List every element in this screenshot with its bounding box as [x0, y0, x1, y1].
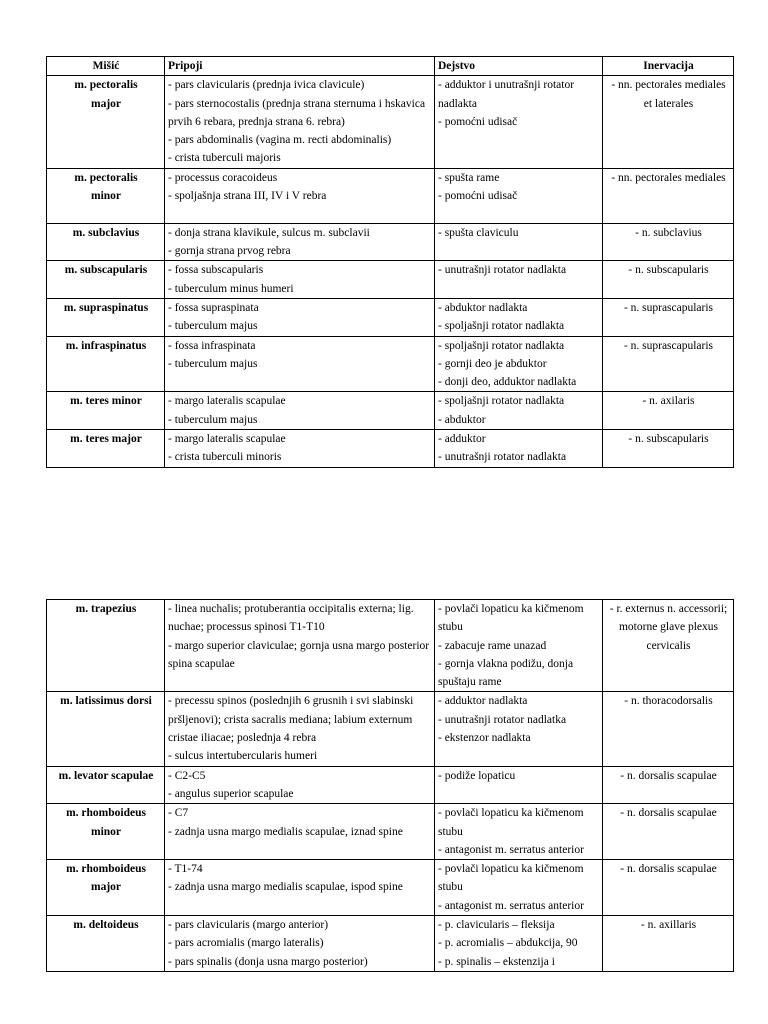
- table-row: [47, 916, 734, 972]
- muscle-name-cell: [47, 692, 165, 766]
- cell-line: - crista tuberculi majoris: [168, 152, 281, 165]
- cell-line: - donja strana klavikule, sulcus m. subclavii: [168, 226, 370, 239]
- table-header-row: [47, 57, 734, 76]
- cell-line: - margo superior claviculae; gornja usna margo posterior spina scapulae: [168, 639, 430, 670]
- attachments-cell: [165, 392, 435, 430]
- cell-line: - tuberculum minus humeri: [168, 282, 294, 295]
- cell-line: - margo lateralis scapulae: [168, 433, 286, 446]
- cell-line: m. pectoralis: [74, 171, 138, 184]
- cell-line: m. teres minor: [70, 395, 142, 408]
- cell-line: - n. axilaris: [642, 395, 695, 408]
- cell-line: - p. acromialis – abdukcija, 90: [438, 937, 578, 950]
- cell-line: m. infraspinatus: [65, 339, 147, 352]
- action-cell: [435, 430, 603, 468]
- attachments-cell: [165, 76, 435, 168]
- cell-line: - povlači lopaticu ka kičmenom stubu: [438, 807, 584, 838]
- action-cell: [435, 600, 603, 692]
- cell-line: - crista tuberculi minoris: [168, 451, 282, 464]
- cell-line: m. teres major: [70, 433, 142, 446]
- attachments-cell: [165, 916, 435, 972]
- muscle-name-cell: [47, 600, 165, 692]
- cell-line: - spušta claviculu: [438, 226, 519, 239]
- attachments-cell: [165, 860, 435, 916]
- muscle-name-cell: [47, 168, 165, 223]
- cell-line: - fossa infraspinata: [168, 339, 256, 352]
- attachments-cell: [165, 223, 435, 261]
- muscle-name-cell: [47, 223, 165, 261]
- table-row: [47, 860, 734, 916]
- cell-line: - gornja vlakna podižu, donja spuštaju rame: [438, 657, 574, 689]
- cell-line: - povlači lopaticu ka kičmenom stubu: [438, 863, 584, 894]
- cell-line: - povlači lopaticu ka kičmenom stubu: [438, 603, 584, 634]
- action-cell: [435, 168, 603, 223]
- cell-line: - tuberculum majus: [168, 320, 258, 333]
- header-pripoji: Pripoji: [165, 57, 435, 76]
- attachments-cell: [165, 261, 435, 299]
- cell-line: - zabacuje rame unazad: [438, 639, 547, 652]
- cell-line: - abduktor nadlakta: [438, 301, 528, 314]
- cell-line: - pomoćni udisač: [438, 190, 518, 203]
- cell-line: m. deltoideus: [73, 919, 139, 932]
- cell-line: - n. suprascapularis: [623, 339, 714, 352]
- innervation-cell: [603, 336, 734, 392]
- header-dejstvo: Dejstvo: [435, 57, 603, 76]
- table-row: [47, 168, 734, 223]
- cell-line: minor: [90, 190, 122, 203]
- cell-line: - sulcus intertubercularis humeri: [168, 750, 318, 763]
- table-row: [47, 76, 734, 168]
- cell-line: - gornji deo je abduktor: [438, 357, 547, 370]
- muscle-name-cell: [47, 766, 165, 804]
- cell-line: m. rhomboideus: [66, 863, 146, 876]
- action-cell: [435, 766, 603, 804]
- innervation-cell: [603, 766, 734, 804]
- table-row: [47, 223, 734, 261]
- cell-line: - abduktor: [438, 413, 486, 426]
- cell-line: - margo lateralis scapulae: [168, 395, 286, 408]
- table-row: [47, 600, 734, 692]
- action-cell: [435, 76, 603, 168]
- cell-line: m. levator scapulae: [58, 769, 154, 782]
- innervation-cell: [603, 392, 734, 430]
- table-row: [47, 430, 734, 468]
- innervation-cell: [603, 223, 734, 261]
- cell-line: major: [90, 97, 121, 110]
- cell-line: m. subclavius: [72, 226, 140, 239]
- cell-line: - spoljašnja strana III, IV i V rebra: [168, 190, 327, 203]
- action-cell: [435, 223, 603, 261]
- cell-line: - n. subscapularis: [628, 264, 709, 277]
- cell-line: m. trapezius: [75, 603, 137, 615]
- cell-line: minor: [90, 825, 122, 838]
- cell-line: m. supraspinatus: [63, 301, 149, 314]
- header-misic: Mišić: [47, 57, 165, 76]
- muscle-name-cell: [47, 298, 165, 336]
- cell-line: - pars clavicularis (margo anterior): [168, 919, 329, 932]
- cell-line: - nn. pectorales mediales et laterales: [611, 79, 726, 110]
- attachments-cell: [165, 600, 435, 692]
- table-1-body: [47, 76, 734, 467]
- cell-line: - spušta rame: [438, 171, 500, 184]
- cell-line: - adduktor: [438, 433, 486, 446]
- cell-line: - zadnja usna margo medialis scapulae, ispod spine: [168, 881, 403, 894]
- muscle-table-2: [46, 599, 734, 972]
- cell-line: - processus coracoideus: [168, 171, 278, 184]
- cell-line: - T1-74: [168, 863, 203, 876]
- muscle-name-cell: [47, 430, 165, 468]
- muscle-table-1: [46, 56, 734, 468]
- cell-line: - antagonist m. serratus anterior: [438, 843, 584, 856]
- cell-line: - C7: [168, 807, 189, 820]
- cell-line: - unutrašnji rotator nadlatka: [438, 713, 567, 726]
- attachments-cell: [165, 692, 435, 766]
- innervation-cell: [603, 298, 734, 336]
- cell-line: - podiže lopaticu: [438, 769, 516, 782]
- action-cell: [435, 336, 603, 392]
- cell-line: - angulus superior scapulae: [168, 787, 294, 800]
- cell-line: - n. subclavius: [635, 226, 702, 239]
- innervation-cell: [603, 261, 734, 299]
- cell-line: - n. dorsalis scapulae: [620, 769, 717, 782]
- table-row: [47, 766, 734, 804]
- innervation-cell: [603, 916, 734, 972]
- cell-line: - pars acromialis (margo lateralis): [168, 937, 324, 950]
- action-cell: [435, 916, 603, 972]
- cell-line: - linea nuchalis; protuberantia occipitalis externa; lig. nuchae; processus spinosi T1-T10: [168, 603, 414, 634]
- cell-line: - nn. pectorales mediales: [611, 171, 726, 184]
- cell-line: m. pectoralis: [74, 79, 138, 92]
- attachments-cell: [165, 336, 435, 392]
- muscle-name-cell: [47, 261, 165, 299]
- muscle-name-cell: [47, 860, 165, 916]
- table-2-body: [47, 600, 734, 972]
- innervation-cell: [603, 430, 734, 468]
- cell-line: - zadnja usna margo medialis scapulae, iznad spine: [168, 825, 403, 838]
- cell-line: - antagonist m. serratus anterior: [438, 899, 584, 912]
- cell-line: - spoljašnji rotator nadlakta: [438, 339, 565, 352]
- cell-line: - pars clavicularis (prednja ivica clavicule): [168, 79, 365, 92]
- table-row: [47, 336, 734, 392]
- cell-line: - ekstenzor nadlakta: [438, 732, 531, 745]
- cell-line: - pars sternocostalis (prednja strana sternuma i hskavica prvih 6 rebara, prednja strana 6. rebra): [168, 97, 426, 128]
- table-row: [47, 261, 734, 299]
- cell-line: - C2-C5: [168, 769, 206, 782]
- cell-line: - unutrašnji rotator nadlakta: [438, 451, 567, 464]
- cell-line: - pomoćni udisač: [438, 115, 518, 128]
- cell-line: - pars spinalis (donja usna margo posterior): [168, 955, 368, 968]
- muscle-name-cell: [47, 76, 165, 168]
- cell-line: m. latissimus dorsi: [60, 695, 152, 708]
- header-inervacija: Inervacija: [603, 57, 734, 76]
- cell-line: - p. spinalis – ekstenzija i: [438, 955, 555, 968]
- action-cell: [435, 392, 603, 430]
- cell-line: - n. dorsalis scapulae: [620, 807, 717, 820]
- cell-line: - precessu spinos (poslednjih 6 grusnih i svi slabinski pršljenovi); crista sacralis mediana; labium externum cristae iliacae; poslednja 4 rebra: [168, 695, 414, 745]
- attachments-cell: [165, 298, 435, 336]
- action-cell: [435, 298, 603, 336]
- muscle-name-cell: [47, 916, 165, 972]
- cell-line: - tuberculum majus: [168, 413, 258, 426]
- cell-line: - donji deo, adduktor nadlakta: [438, 376, 577, 389]
- cell-line: - fossa subscapularis: [168, 264, 264, 277]
- action-cell: [435, 261, 603, 299]
- attachments-cell: [165, 430, 435, 468]
- attachments-cell: [165, 168, 435, 223]
- cell-line: - spoljašnji rotator nadlakta: [438, 395, 565, 408]
- innervation-cell: [603, 76, 734, 168]
- innervation-cell: [603, 168, 734, 223]
- cell-line: - gornja strana prvog rebra: [168, 245, 291, 258]
- cell-line: - tuberculum majus: [168, 357, 258, 370]
- cell-line: - spoljašnji rotator nadlakta: [438, 320, 565, 333]
- cell-line: m. rhomboideus: [66, 807, 146, 820]
- action-cell: [435, 860, 603, 916]
- cell-line: - adduktor nadlakta: [438, 695, 528, 708]
- cell-line: - n. thoracodorsalis: [624, 695, 713, 708]
- innervation-cell: [603, 804, 734, 860]
- cell-line: - n. axillaris: [640, 919, 697, 932]
- attachments-cell: [165, 804, 435, 860]
- cell-line: - adduktor i unutrašnji rotator nadlakta: [438, 79, 575, 110]
- cell-line: - n. dorsalis scapulae: [620, 863, 717, 876]
- table-row: [47, 804, 734, 860]
- cell-line: - p. clavicularis – fleksija: [438, 919, 555, 932]
- table-row: [47, 692, 734, 766]
- table-row: [47, 392, 734, 430]
- cell-line: - n. subscapularis: [628, 433, 709, 446]
- cell-line: m. subscapularis: [64, 264, 148, 277]
- cell-line: - n. suprascapularis: [623, 301, 714, 314]
- muscle-name-cell: [47, 804, 165, 860]
- innervation-cell: [603, 600, 734, 692]
- muscle-name-cell: [47, 336, 165, 392]
- cell-line: major: [90, 881, 121, 894]
- action-cell: [435, 692, 603, 766]
- action-cell: [435, 804, 603, 860]
- muscle-name-cell: [47, 392, 165, 430]
- cell-line: - unutrašnji rotator nadlakta: [438, 264, 567, 277]
- cell-line: - fossa supraspinata: [168, 301, 259, 314]
- innervation-cell: [603, 860, 734, 916]
- table-row: [47, 298, 734, 336]
- cell-line: - pars abdominalis (vagina m. recti abdominalis): [168, 134, 392, 147]
- attachments-cell: [165, 766, 435, 804]
- innervation-cell: [603, 692, 734, 766]
- cell-line: - r. externus n. accessorii; motorne glave plexus cervicalis: [609, 603, 728, 652]
